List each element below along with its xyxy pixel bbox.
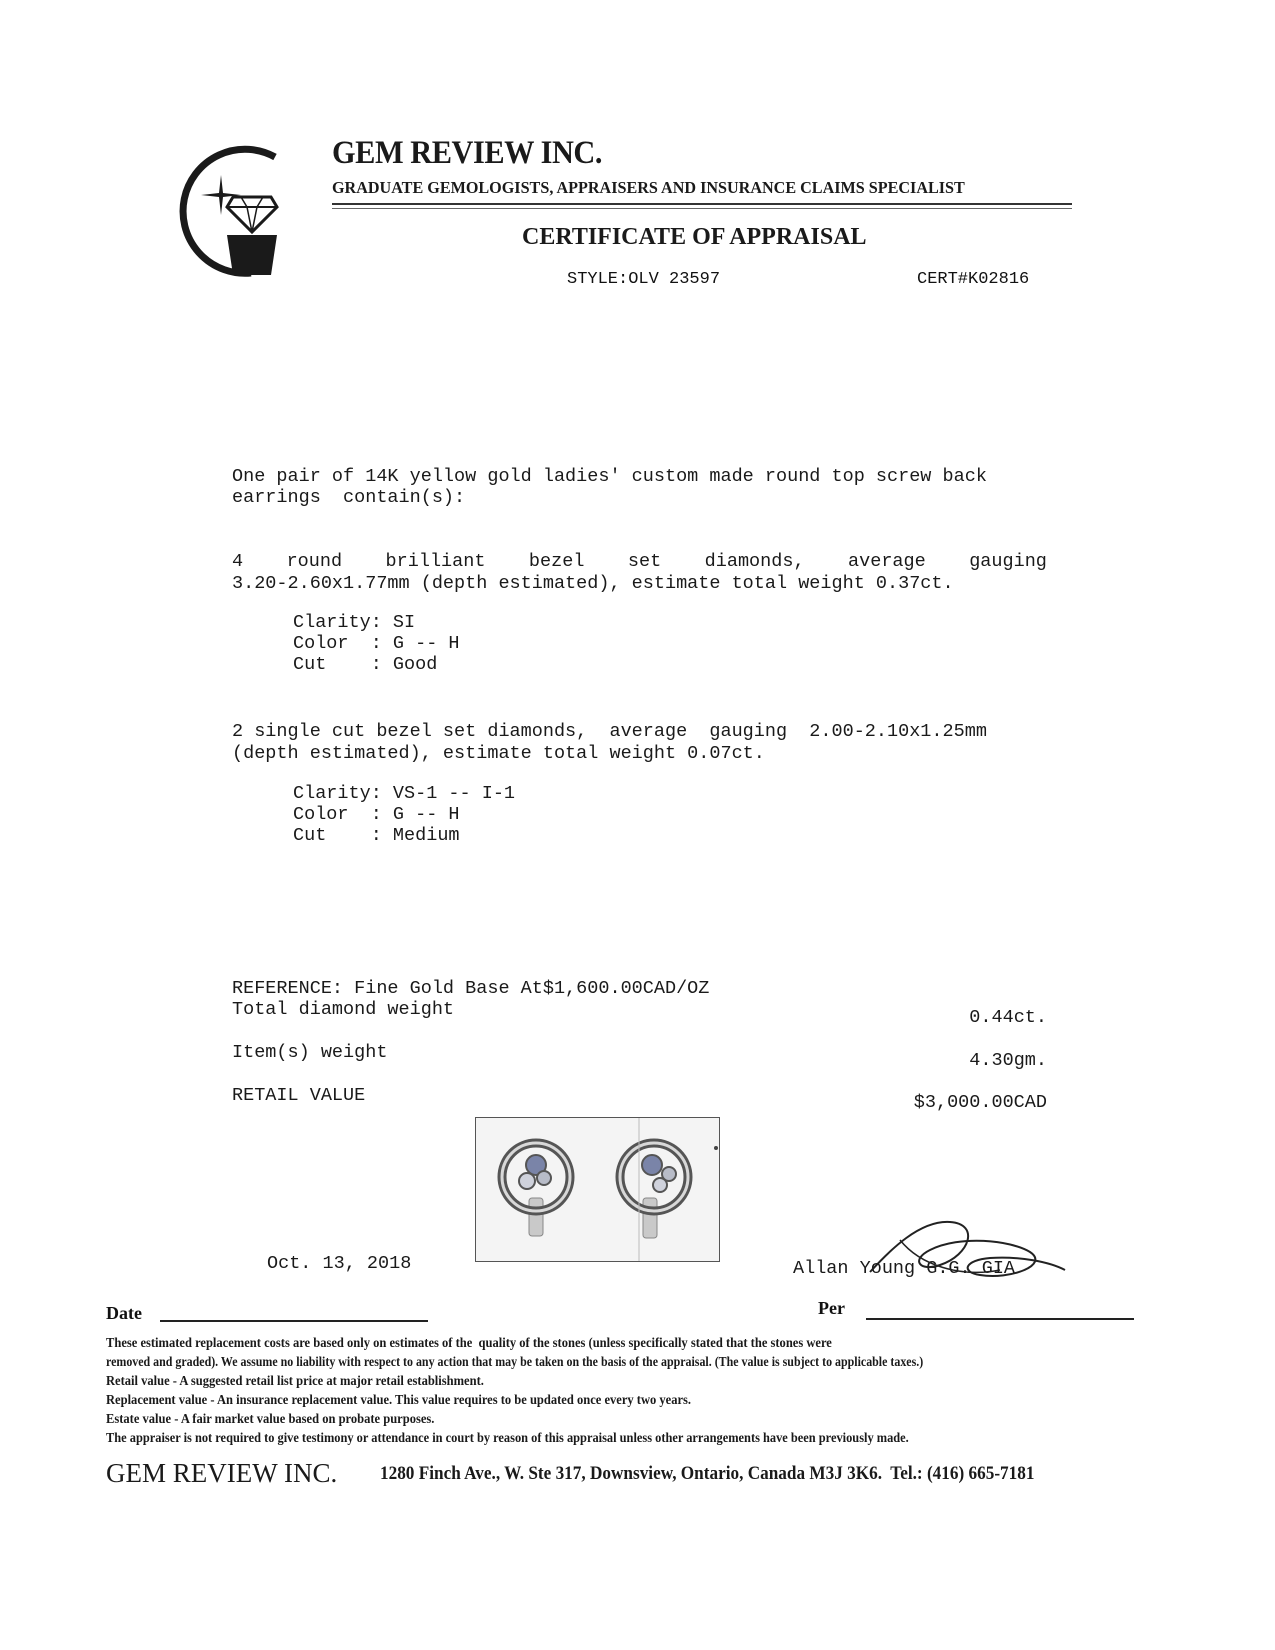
stone-group-2-line-1: 2 single cut bezel set diamonds, average gauging 2.00-2.10x1.25mm bbox=[232, 721, 987, 742]
per-label: Per bbox=[818, 1298, 845, 1318]
earrings-illustration bbox=[476, 1118, 719, 1261]
company-name: GEM REVIEW INC. bbox=[332, 135, 603, 171]
stone-group-1-clarity: Clarity: SI bbox=[293, 612, 416, 633]
description-line-2: earrings contain(s): bbox=[232, 487, 466, 508]
word: 4 bbox=[232, 551, 244, 572]
stone-group-2-color: Color : G -- H bbox=[293, 804, 460, 825]
item-weight-label: Item(s) weight bbox=[232, 1042, 388, 1063]
total-diamond-weight-value: 0.44ct. bbox=[969, 1007, 1047, 1028]
date-label: Date bbox=[106, 1303, 142, 1323]
date-line bbox=[160, 1320, 428, 1322]
fine-print-line-6: The appraiser is not required to give testimony or attendance in court by reason of this appraisal unless other arrangements have been previously made. bbox=[106, 1430, 909, 1445]
word: round bbox=[286, 551, 343, 572]
retail-value-label: RETAIL VALUE bbox=[232, 1085, 366, 1106]
certificate-title: CERTIFICATE OF APPRAISAL bbox=[522, 224, 867, 250]
reference-line: REFERENCE: Fine Gold Base At$1,600.00CAD/OZ bbox=[232, 978, 710, 999]
word: diamonds, bbox=[704, 551, 805, 572]
stone-group-1-cut: Cut : Good bbox=[293, 654, 438, 675]
gem-review-logo-icon bbox=[163, 135, 288, 280]
retail-value-amount: $3,000.00CAD bbox=[913, 1092, 1047, 1113]
fine-print-line-4: Replacement value - An insurance replacement value. This value requires to be updated once every two years. bbox=[106, 1392, 692, 1407]
per-line bbox=[866, 1318, 1134, 1320]
fine-print-line-2: removed and graded). We assume no liability with respect to any action that may be taken on the basis of the appraisal. (The value is subject to applicable taxes.) bbox=[106, 1354, 924, 1369]
word: brilliant bbox=[385, 551, 486, 572]
stone-group-1-color: Color : G -- H bbox=[293, 633, 460, 654]
footer-company: GEM REVIEW INC. bbox=[106, 1458, 338, 1488]
company-tagline: GRADUATE GEMOLOGISTS, APPRAISERS AND INSURANCE CLAIMS SPECIALIST bbox=[332, 178, 965, 197]
stone-group-2-clarity: Clarity: VS-1 -- I-1 bbox=[293, 783, 516, 804]
fine-print-line-1: These estimated replacement costs are based only on estimates of the quality of the stones (unless specifically stated that the stones were bbox=[106, 1335, 832, 1350]
total-diamond-weight-label: Total diamond weight bbox=[232, 999, 455, 1020]
description-line-1: One pair of 14K yellow gold ladies' custom made round top screw back bbox=[232, 466, 987, 487]
fine-print-line-3: Retail value - A suggested retail list price at major retail establishment. bbox=[106, 1373, 484, 1388]
stone-group-2-line-2: (depth estimated), estimate total weight 0.07ct. bbox=[232, 743, 765, 764]
word: average bbox=[848, 551, 926, 572]
stone-group-2-cut: Cut : Medium bbox=[293, 825, 460, 846]
item-weight-value: 4.30gm. bbox=[969, 1050, 1047, 1071]
fine-print-line-5: Estate value - A fair market value based on probate purposes. bbox=[106, 1411, 435, 1426]
cert-number: CERT#K02816 bbox=[917, 270, 1030, 289]
signature-mark bbox=[860, 1210, 1070, 1290]
word: bezel bbox=[528, 551, 585, 572]
stone-group-1-line-2: 3.20-2.60x1.77mm (depth estimated), estimate total weight 0.37ct. bbox=[232, 573, 954, 594]
style-number: STYLE:OLV 23597 bbox=[567, 270, 721, 289]
appraiser-name: Allan Young G.G. GIA bbox=[793, 1258, 1016, 1279]
word: set bbox=[627, 551, 662, 572]
stone-group-1-line-1 bbox=[232, 551, 1047, 572]
date-value: Oct. 13, 2018 bbox=[267, 1253, 412, 1274]
header-rule-thin bbox=[332, 208, 1072, 209]
header-rule bbox=[332, 203, 1072, 205]
footer-address: 1280 Finch Ave., W. Ste 317, Downsview, Ontario, Canada M3J 3K6. Tel.: (416) 665-7181 bbox=[380, 1464, 1035, 1484]
word: gauging bbox=[969, 551, 1047, 572]
earrings-photo bbox=[475, 1117, 720, 1262]
